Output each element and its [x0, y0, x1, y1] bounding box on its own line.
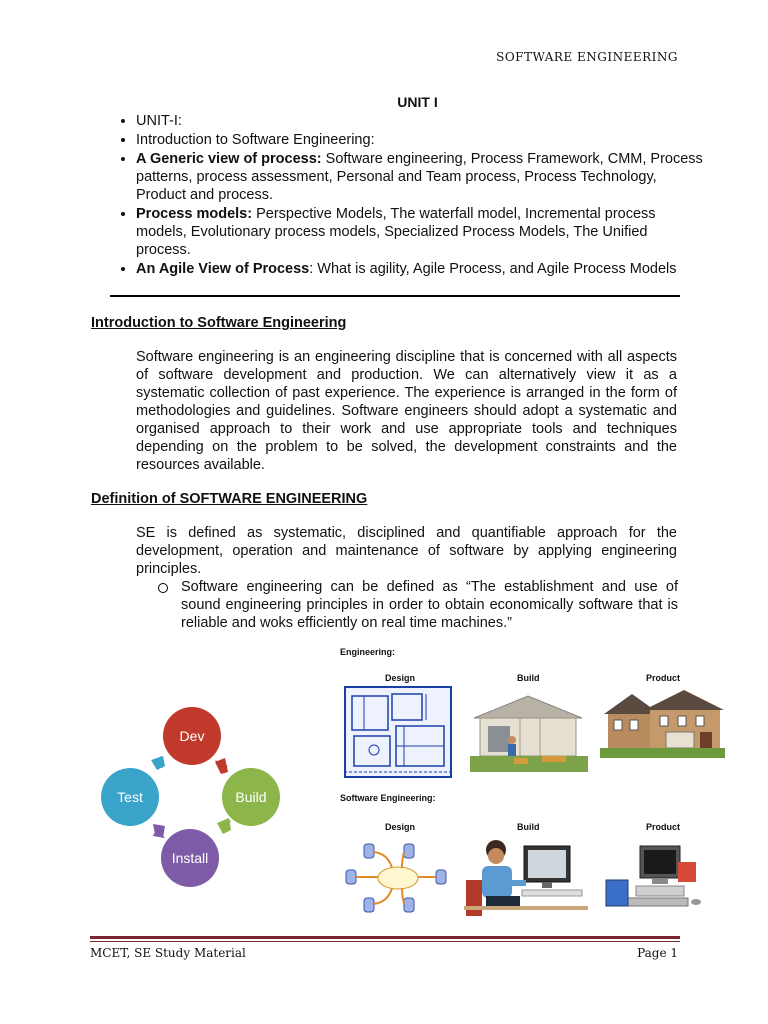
intro-heading: Introduction to Software Engineering	[91, 315, 347, 331]
list-item: • Process models: Perspective Models, The waterfall model, Incremental process models, Evolutionary process models, Specialized Process Models, The Unified process.	[136, 205, 706, 259]
cycle-node-install: Install	[161, 829, 219, 887]
se-build-label: Build	[517, 822, 540, 832]
definition-quote: Software engineering can be defined as “The establishment and use of sound engineering principles in order to obtain economically software that is reliable and woks efficiently on real time machines.”	[181, 579, 678, 631]
intro-paragraph: Software engineering is an engineering discipline that is concerned with all aspects of software development and production. We can alternatively view it as a systematic collection of past experience. The experience is arranged in the form of methodologies and guidelines. Software engineers should adopt a systematic and organised approach to their work and use appropriate tools and techniques depending on the problem to be solved, the development constraints and the resources available.	[136, 349, 677, 473]
eng-design-label: Design	[385, 673, 416, 683]
footer-left-text: MCET, SE Study Material	[90, 946, 246, 960]
running-header: SOFTWARE ENGINEERING	[496, 50, 678, 64]
page-number: Page 1	[637, 946, 678, 960]
section-divider	[110, 295, 680, 297]
cycle-node-test: Test	[101, 768, 159, 826]
blueprint-icon	[344, 686, 452, 778]
engineering-label: Engineering:	[340, 647, 396, 657]
definition-heading: Definition of SOFTWARE ENGINEERING	[91, 491, 368, 507]
arrow-dev-to-build-icon	[215, 758, 228, 774]
se-product-label: Product	[646, 822, 681, 832]
eng-product-label: Product	[646, 673, 681, 683]
unit-contents-list	[110, 112, 706, 279]
list-item: • Introduction to Software Engineering:	[136, 131, 706, 149]
database-design-icon	[344, 840, 452, 916]
house-construction-icon	[470, 690, 588, 772]
footer-rule	[90, 936, 680, 939]
se-design-label: Design	[385, 822, 416, 832]
finished-house-icon	[600, 688, 725, 758]
eng-build-label: Build	[517, 673, 540, 683]
circle-bullet-icon	[158, 583, 168, 593]
footer-rule	[90, 941, 680, 942]
unit-title: UNIT I	[397, 94, 438, 110]
software-engineering-label: Software Engineering:	[340, 793, 436, 803]
cycle-node-dev: Dev	[163, 707, 221, 765]
definition-paragraph: SE is defined as systematic, disciplined and quantifiable approach for the development, operation and maintenance of software by applying engineering principles.	[136, 525, 677, 577]
computer-product-icon	[604, 842, 704, 910]
arrow-build-to-install-icon	[217, 818, 231, 834]
programmer-icon	[464, 836, 588, 918]
list-item: • UNIT-I:	[136, 112, 706, 130]
list-item: • A Generic view of process: Software engineering, Process Framework, CMM, Process patterns, process assessment, Personal and Team process, Process Technology, Product and process.	[136, 150, 706, 204]
cycle-node-build: Build	[222, 768, 280, 826]
list-item: • An Agile View of Process: What is agility, Agile Process, and Agile Process Models	[136, 260, 706, 278]
